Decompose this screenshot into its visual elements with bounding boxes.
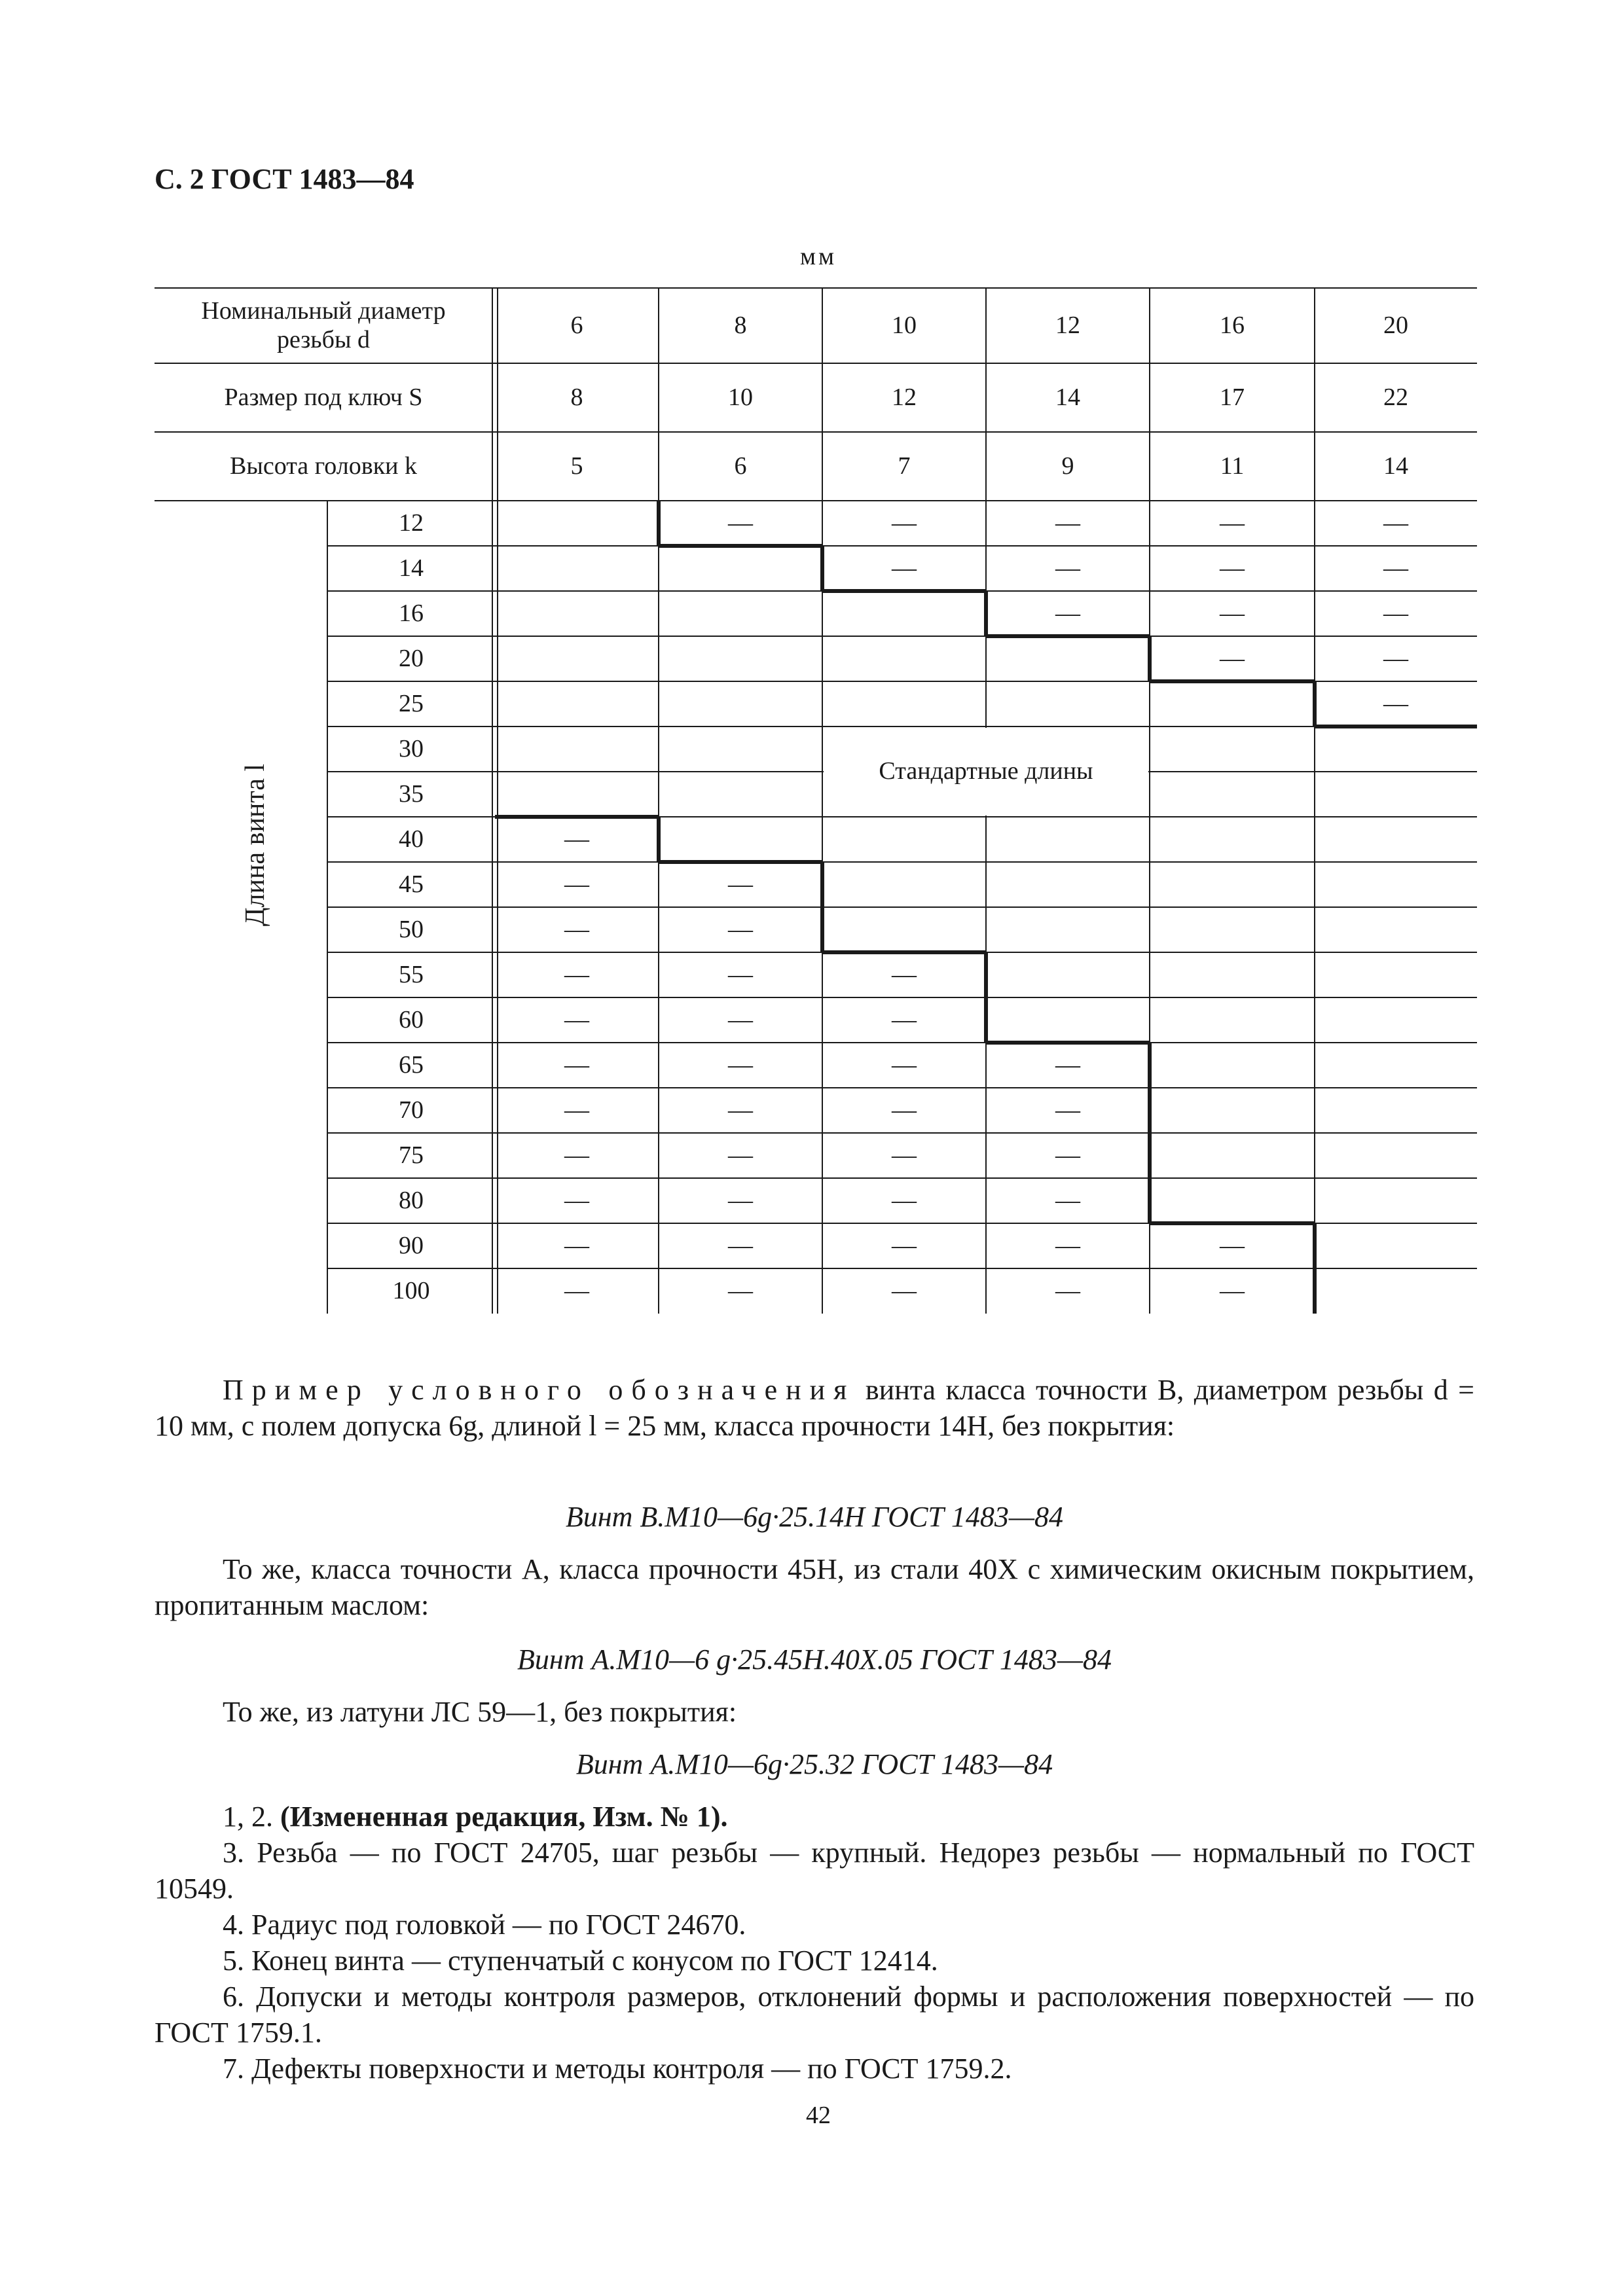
dash-cell-15-2: — <box>892 1186 917 1214</box>
item-1-2-bold: (Измененная редакция, Изм. № 1). <box>280 1801 728 1833</box>
header-cell-head_height-5: 14 <box>1383 452 1408 480</box>
dash-cell-16-0: — <box>564 1231 589 1259</box>
page-number: 42 <box>806 2102 831 2129</box>
dash-cell-12-2: — <box>892 1050 917 1079</box>
length-vertical-label: Длина винта l <box>240 763 270 927</box>
dash-cell-16-1: — <box>728 1231 753 1259</box>
dash-cell-16-3: — <box>1055 1231 1080 1259</box>
dash-cell-14-1: — <box>728 1141 753 1169</box>
header-cell-wrench-5: 22 <box>1383 383 1408 411</box>
length-label-5: 30 <box>399 734 424 762</box>
row-header-wrench: Размер под ключ S <box>224 383 423 411</box>
row-header-diameter: Номинальный диаметр резьбы d <box>201 296 446 353</box>
dash-cell-4-5: — <box>1383 689 1408 717</box>
length-label-3: 20 <box>399 644 424 672</box>
length-label-2: 16 <box>399 599 424 627</box>
length-label-7: 40 <box>399 825 424 853</box>
header-cell-wrench-2: 12 <box>892 383 917 411</box>
example-text: винта класса точности В, диаметром резьбы d = 10 мм, с полем допуска 6g, длиной l = 25 мм, класса прочности 14H, без покрытия: <box>155 1374 1475 1442</box>
dash-cell-11-2: — <box>892 1005 917 1033</box>
dash-cell-15-0: — <box>564 1186 589 1214</box>
header-cell-wrench-4: 17 <box>1220 383 1245 411</box>
length-label-14: 75 <box>399 1141 424 1169</box>
dash-cell-3-4: — <box>1220 644 1245 672</box>
dash-cell-10-2: — <box>892 960 917 988</box>
header-cell-diameter-5: 20 <box>1383 311 1408 339</box>
dash-cell-7-0: — <box>564 825 589 853</box>
same-paragraph-2: То же, из латуни ЛС 59—1, без покрытия: <box>223 1696 737 1728</box>
length-label-13: 70 <box>399 1096 424 1124</box>
header-cell-diameter-2: 10 <box>892 311 917 339</box>
dash-cell-0-2: — <box>892 509 917 537</box>
dash-cell-0-5: — <box>1383 509 1408 537</box>
dash-cell-14-3: — <box>1055 1141 1080 1169</box>
header-cell-head_height-4: 11 <box>1220 452 1245 480</box>
length-label-12: 65 <box>399 1050 424 1079</box>
dash-cell-2-3: — <box>1055 599 1080 627</box>
dash-cell-17-1: — <box>728 1276 753 1304</box>
dash-cell-1-5: — <box>1383 554 1408 582</box>
item-6: 6. Допуски и методы контроля размеров, отклонений формы и расположения поверхностей — по ГОСТ 1759.1. <box>155 1981 1474 2049</box>
example-intro: Пример условного обозначения <box>223 1374 856 1406</box>
dash-cell-2-5: — <box>1383 599 1408 627</box>
length-label-4: 25 <box>399 689 424 717</box>
length-label-8: 45 <box>399 870 424 898</box>
item-4: 4. Радиус под головкой — по ГОСТ 24670. <box>223 1909 746 1941</box>
standard-lengths-label: Стандартные длины <box>879 757 1093 785</box>
dash-cell-9-0: — <box>564 915 589 943</box>
dash-cell-17-4: — <box>1220 1276 1245 1304</box>
header-cell-diameter-4: 16 <box>1220 311 1245 339</box>
example-paragraph <box>155 1372 1474 1444</box>
length-label-1: 14 <box>399 554 424 582</box>
dash-cell-15-3: — <box>1055 1186 1080 1214</box>
designation-3: Винт А.М10—6g·25.32 ГОСТ 1483—84 <box>575 1748 1053 1780</box>
dash-cell-8-1: — <box>728 870 753 898</box>
item-7: 7. Дефекты поверхности и методы контроля — по ГОСТ 1759.2. <box>223 2053 1012 2085</box>
dash-cell-8-0: — <box>564 870 589 898</box>
dash-cell-13-3: — <box>1055 1096 1080 1124</box>
header-cell-wrench-0: 8 <box>570 383 583 411</box>
dash-cell-17-0: — <box>564 1276 589 1304</box>
header-cell-head_height-0: 5 <box>570 452 583 480</box>
dash-cell-2-4: — <box>1220 599 1245 627</box>
designation-2: Винт А.М10—6 g·25.45H.40X.05 ГОСТ 1483—84 <box>517 1643 1112 1676</box>
dash-cell-11-0: — <box>564 1005 589 1033</box>
dash-cell-10-1: — <box>728 960 753 988</box>
length-label-15: 80 <box>399 1186 424 1214</box>
header-cell-head_height-1: 6 <box>734 452 747 480</box>
dash-cell-1-2: — <box>892 554 917 582</box>
designation-1: Винт В.М10—6g·25.14H ГОСТ 1483—84 <box>565 1501 1064 1533</box>
length-label-9: 50 <box>399 915 424 943</box>
dash-cell-0-4: — <box>1220 509 1245 537</box>
length-label-11: 60 <box>399 1005 424 1033</box>
dash-cell-12-0: — <box>564 1050 589 1079</box>
dash-cell-10-0: — <box>564 960 589 988</box>
header-cell-diameter-0: 6 <box>570 311 583 339</box>
dash-cell-14-0: — <box>564 1141 589 1169</box>
dash-cell-12-1: — <box>728 1050 753 1079</box>
dash-cell-17-2: — <box>892 1276 917 1304</box>
length-label-0: 12 <box>399 509 424 537</box>
dash-cell-16-4: — <box>1220 1231 1245 1259</box>
item-5: 5. Конец винта — ступенчатый с конусом по ГОСТ 12414. <box>223 1945 938 1977</box>
dash-cell-11-1: — <box>728 1005 753 1033</box>
header-cell-wrench-3: 14 <box>1055 383 1080 411</box>
dash-cell-13-1: — <box>728 1096 753 1124</box>
same-paragraph-1: То же, класса точности А, класса прочности 45H, из стали 40Х с химическим окисным покрытием, пропитанным маслом: <box>155 1553 1474 1621</box>
length-label-10: 55 <box>399 960 424 988</box>
header-cell-diameter-3: 12 <box>1055 311 1080 339</box>
dash-cell-1-3: — <box>1055 554 1080 582</box>
dash-cell-12-3: — <box>1055 1050 1080 1079</box>
header-cell-head_height-2: 7 <box>898 452 911 480</box>
item-3: 3. Резьба — по ГОСТ 24705, шаг резьбы — крупный. Недорез резьбы — нормальный по ГОСТ 10549. <box>155 1837 1474 1905</box>
header-cell-wrench-1: 10 <box>728 383 753 411</box>
header-cell-diameter-1: 8 <box>734 311 747 339</box>
dash-cell-15-1: — <box>728 1186 753 1214</box>
length-label-16: 90 <box>399 1231 424 1259</box>
dash-cell-14-2: — <box>892 1141 917 1169</box>
dash-cell-3-5: — <box>1383 644 1408 672</box>
dash-cell-0-1: — <box>728 509 753 537</box>
length-label-6: 35 <box>399 780 424 808</box>
dash-cell-13-2: — <box>892 1096 917 1124</box>
row-header-head_height: Высота головки k <box>229 452 418 480</box>
length-label-17: 100 <box>392 1276 430 1304</box>
dash-cell-9-1: — <box>728 915 753 943</box>
header-cell-head_height-3: 9 <box>1061 452 1074 480</box>
item-1-2-prefix: 1, 2. <box>223 1801 273 1833</box>
dash-cell-1-4: — <box>1220 554 1245 582</box>
dash-cell-13-0: — <box>564 1096 589 1124</box>
dash-cell-17-3: — <box>1055 1276 1080 1304</box>
units-label: мм <box>799 243 837 270</box>
page-header: С. 2 ГОСТ 1483—84 <box>155 163 414 195</box>
item-1-2 <box>155 1799 1474 1835</box>
dash-cell-0-3: — <box>1055 509 1080 537</box>
dash-cell-16-2: — <box>892 1231 917 1259</box>
